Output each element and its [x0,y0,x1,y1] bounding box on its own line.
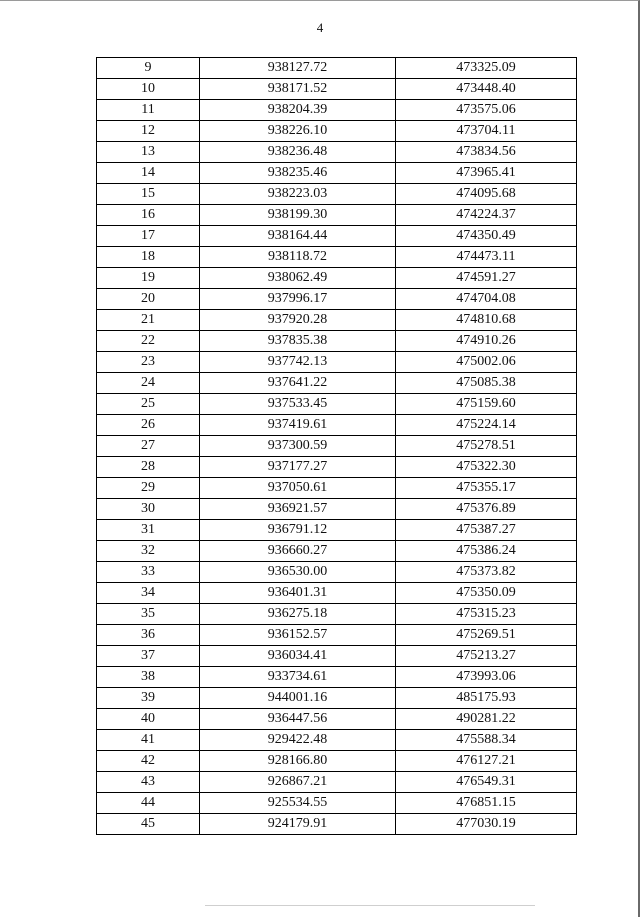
point-number-cell: 13 [97,142,200,163]
point-number-cell: 23 [97,352,200,373]
x-coordinate-cell: 938199.30 [200,205,396,226]
table-row [97,226,577,247]
x-coordinate-cell: 937050.61 [200,478,396,499]
x-coordinate-cell: 938226.10 [200,121,396,142]
y-coordinate-cell: 474591.27 [396,268,577,289]
point-number-cell: 9 [97,58,200,79]
y-coordinate-cell: 477030.19 [396,814,577,835]
table-row [97,583,577,604]
table-row [97,457,577,478]
x-coordinate-cell: 928166.80 [200,751,396,772]
y-coordinate-cell: 475269.51 [396,625,577,646]
table-row [97,415,577,436]
bottom-divider [205,905,535,906]
point-number-cell: 22 [97,331,200,352]
x-coordinate-cell: 933734.61 [200,667,396,688]
point-number-cell: 43 [97,772,200,793]
point-number-cell: 34 [97,583,200,604]
table-row [97,310,577,331]
y-coordinate-cell: 476851.15 [396,793,577,814]
point-number-cell: 16 [97,205,200,226]
y-coordinate-cell: 474810.68 [396,310,577,331]
table-row [97,751,577,772]
table-row [97,79,577,100]
page-number: 4 [316,20,324,35]
table-row [97,478,577,499]
point-number-cell: 26 [97,415,200,436]
coordinates-table [96,57,577,835]
table-row [97,730,577,751]
x-coordinate-cell: 936447.56 [200,709,396,730]
y-coordinate-cell: 473448.40 [396,79,577,100]
x-coordinate-cell: 926867.21 [200,772,396,793]
x-coordinate-cell: 937300.59 [200,436,396,457]
point-number-cell: 21 [97,310,200,331]
y-coordinate-cell: 475002.06 [396,352,577,373]
table-row [97,709,577,730]
y-coordinate-cell: 474704.08 [396,289,577,310]
y-coordinate-cell: 475085.38 [396,373,577,394]
point-number-cell: 15 [97,184,200,205]
coordinates-table-container [96,57,576,835]
table-row [97,289,577,310]
point-number-cell: 11 [97,100,200,121]
point-number-cell: 38 [97,667,200,688]
point-number-cell: 35 [97,604,200,625]
y-coordinate-cell: 474350.49 [396,226,577,247]
point-number-cell: 17 [97,226,200,247]
point-number-cell: 36 [97,625,200,646]
table-row [97,772,577,793]
x-coordinate-cell: 937641.22 [200,373,396,394]
y-coordinate-cell: 474224.37 [396,205,577,226]
x-coordinate-cell: 936530.00 [200,562,396,583]
table-row [97,163,577,184]
y-coordinate-cell: 475588.34 [396,730,577,751]
x-coordinate-cell: 936034.41 [200,646,396,667]
table-row [97,121,577,142]
x-coordinate-cell: 937177.27 [200,457,396,478]
table-row [97,247,577,268]
x-coordinate-cell: 936660.27 [200,541,396,562]
y-coordinate-cell: 474095.68 [396,184,577,205]
x-coordinate-cell: 938171.52 [200,79,396,100]
point-number-cell: 45 [97,814,200,835]
y-coordinate-cell: 474473.11 [396,247,577,268]
y-coordinate-cell: 485175.93 [396,688,577,709]
y-coordinate-cell: 475373.82 [396,562,577,583]
y-coordinate-cell: 475315.23 [396,604,577,625]
table-row [97,667,577,688]
y-coordinate-cell: 475387.27 [396,520,577,541]
y-coordinate-cell: 476549.31 [396,772,577,793]
table-row [97,142,577,163]
point-number-cell: 14 [97,163,200,184]
x-coordinate-cell: 937835.38 [200,331,396,352]
x-coordinate-cell: 937920.28 [200,310,396,331]
point-number-cell: 42 [97,751,200,772]
x-coordinate-cell: 938062.49 [200,268,396,289]
table-row [97,793,577,814]
point-number-cell: 28 [97,457,200,478]
table-row [97,394,577,415]
y-coordinate-cell: 475350.09 [396,583,577,604]
table-row [97,100,577,121]
table-row [97,814,577,835]
table-row [97,562,577,583]
point-number-cell: 44 [97,793,200,814]
point-number-cell: 32 [97,541,200,562]
table-row [97,352,577,373]
y-coordinate-cell: 473325.09 [396,58,577,79]
point-number-cell: 10 [97,79,200,100]
x-coordinate-cell: 937742.13 [200,352,396,373]
x-coordinate-cell: 938164.44 [200,226,396,247]
point-number-cell: 31 [97,520,200,541]
y-coordinate-cell: 473704.11 [396,121,577,142]
point-number-cell: 18 [97,247,200,268]
y-coordinate-cell: 475322.30 [396,457,577,478]
x-coordinate-cell: 938223.03 [200,184,396,205]
y-coordinate-cell: 475386.24 [396,541,577,562]
point-number-cell: 20 [97,289,200,310]
x-coordinate-cell: 937996.17 [200,289,396,310]
x-coordinate-cell: 937533.45 [200,394,396,415]
x-coordinate-cell: 938204.39 [200,100,396,121]
point-number-cell: 25 [97,394,200,415]
y-coordinate-cell: 475376.89 [396,499,577,520]
y-coordinate-cell: 473575.06 [396,100,577,121]
table-row [97,520,577,541]
x-coordinate-cell: 929422.48 [200,730,396,751]
table-row [97,604,577,625]
x-coordinate-cell: 938236.48 [200,142,396,163]
y-coordinate-cell: 475213.27 [396,646,577,667]
y-coordinate-cell: 475159.60 [396,394,577,415]
point-number-cell: 41 [97,730,200,751]
x-coordinate-cell: 944001.16 [200,688,396,709]
x-coordinate-cell: 936791.12 [200,520,396,541]
y-coordinate-cell: 473965.41 [396,163,577,184]
point-number-cell: 40 [97,709,200,730]
point-number-cell: 27 [97,436,200,457]
y-coordinate-cell: 473834.56 [396,142,577,163]
table-row [97,268,577,289]
y-coordinate-cell: 475355.17 [396,478,577,499]
table-row [97,373,577,394]
y-coordinate-cell: 490281.22 [396,709,577,730]
table-row [97,688,577,709]
x-coordinate-cell: 938118.72 [200,247,396,268]
x-coordinate-cell: 936401.31 [200,583,396,604]
y-coordinate-cell: 474910.26 [396,331,577,352]
x-coordinate-cell: 936152.57 [200,625,396,646]
point-number-cell: 29 [97,478,200,499]
point-number-cell: 39 [97,688,200,709]
point-number-cell: 12 [97,121,200,142]
y-coordinate-cell: 476127.21 [396,751,577,772]
table-row [97,541,577,562]
point-number-cell: 30 [97,499,200,520]
x-coordinate-cell: 936275.18 [200,604,396,625]
y-coordinate-cell: 475224.14 [396,415,577,436]
table-row [97,205,577,226]
y-coordinate-cell: 473993.06 [396,667,577,688]
x-coordinate-cell: 938235.46 [200,163,396,184]
table-row [97,646,577,667]
coordinates-table-body [97,58,577,835]
x-coordinate-cell: 936921.57 [200,499,396,520]
point-number-cell: 37 [97,646,200,667]
x-coordinate-cell: 924179.91 [200,814,396,835]
table-row [97,58,577,79]
table-row [97,184,577,205]
table-row [97,331,577,352]
table-row [97,499,577,520]
table-row [97,625,577,646]
y-coordinate-cell: 475278.51 [396,436,577,457]
point-number-cell: 19 [97,268,200,289]
table-row [97,436,577,457]
point-number-cell: 24 [97,373,200,394]
point-number-cell: 33 [97,562,200,583]
x-coordinate-cell: 937419.61 [200,415,396,436]
x-coordinate-cell: 925534.55 [200,793,396,814]
x-coordinate-cell: 938127.72 [200,58,396,79]
